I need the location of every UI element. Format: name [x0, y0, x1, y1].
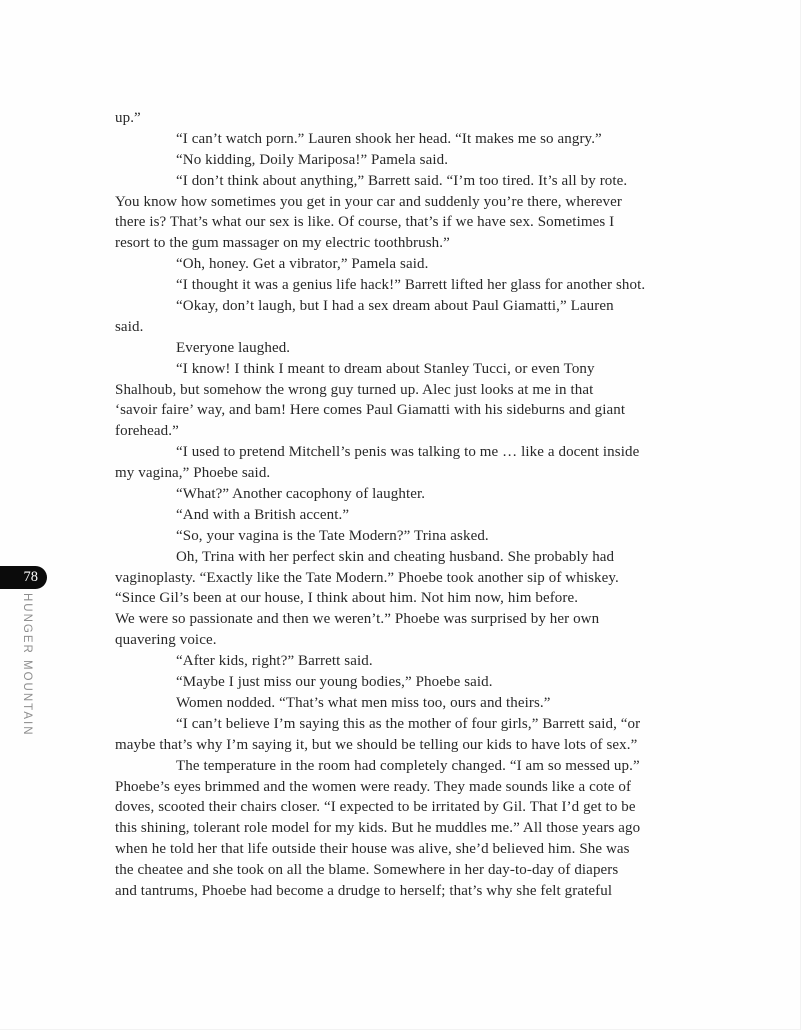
text-line: “I don’t think about anything,” Barrett said. “I’m too tired. It’s all by rote. — [176, 172, 628, 189]
text-line: said. — [115, 318, 144, 335]
text-line: forehead.” — [115, 423, 179, 440]
text-line: doves, scooted their chairs closer. “I expected to be irritated by Gil. That I’d get to be — [115, 799, 636, 816]
text-line: “I used to pretend Mitchell’s penis was talking to me … like a docent inside — [176, 444, 640, 461]
text-line: We were so passionate and then we weren’t.” Phoebe was surprised by her own — [115, 611, 600, 628]
text-line: when he told her that life outside their house was alive, she’d believed him. She was — [115, 841, 630, 858]
text-line: “Since Gil’s been at our house, I think about him. Not him now, him before. — [115, 590, 579, 607]
journal-title-vertical: HUNGER MOUNTAIN — [21, 593, 33, 737]
text-line: quavering voice. — [115, 632, 217, 649]
text-line: The temperature in the room had completely changed. “I am so messed up.” — [176, 757, 640, 774]
page-number-tab — [0, 566, 47, 589]
text-line: “I know! I think I meant to dream about Stanley Tucci, or even Tony — [176, 360, 595, 377]
text-line: “After kids, right?” Barrett said. — [176, 653, 373, 670]
text-line: You know how sometimes you get in your car and suddenly you’re there, wherever — [115, 193, 622, 210]
text-line: “I thought it was a genius life hack!” Barrett lifted her glass for another shot. — [176, 277, 646, 294]
body-text — [115, 108, 717, 902]
text-line: “I can’t believe I’m saying this as the mother of four girls,” Barrett said, “or — [176, 715, 641, 732]
text-line: Phoebe’s eyes brimmed and the women were ready. They made sounds like a cote of — [115, 778, 632, 795]
text-line: my vagina,” Phoebe said. — [115, 465, 271, 482]
text-line: “Okay, don’t laugh, but I had a sex dream about Paul Giamatti,” Lauren — [176, 298, 614, 315]
text-line: “Oh, honey. Get a vibrator,” Pamela said. — [176, 256, 429, 273]
text-line: this shining, tolerant role model for my kids. But he muddles me.” All those years ago — [115, 820, 641, 837]
text-line: “I can’t watch porn.” Lauren shook her head. “It makes me so angry.” — [176, 130, 602, 147]
text-line: resort to the gum massager on my electric toothbrush.” — [115, 235, 450, 252]
text-line: maybe that’s why I’m saying it, but we should be telling our kids to have lots of sex.” — [115, 736, 638, 753]
text-line: “No kidding, Doily Mariposa!” Pamela said. — [176, 151, 449, 168]
text-line: Everyone laughed. — [176, 339, 291, 356]
text-line: Women nodded. “That’s what men miss too, ours and theirs.” — [176, 694, 551, 711]
text-line: there is? That’s what our sex is like. Of course, that’s if we have sex. Sometimes I — [115, 214, 615, 231]
page-number: 78 — [23, 569, 38, 585]
text-line: and tantrums, Phoebe had become a drudge to herself; that’s why she felt grateful — [115, 882, 613, 899]
text-line: up.” — [115, 110, 141, 126]
text-line: “And with a British accent.” — [176, 506, 350, 523]
text-line: Oh, Trina with her perfect skin and cheating husband. She probably had — [176, 548, 615, 565]
text-line: ‘savoir faire’ way, and bam! Here comes Paul Giamatti with his sideburns and giant — [115, 402, 626, 419]
text-line: vaginoplasty. “Exactly like the Tate Modern.” Phoebe took another sip of whiskey. — [115, 569, 619, 586]
text-line: “What?” Another cacophony of laughter. — [176, 486, 426, 503]
text-line: “Maybe I just miss our young bodies,” Phoebe said. — [176, 674, 493, 691]
text-line: “So, your vagina is the Tate Modern?” Trina asked. — [176, 527, 489, 544]
text-line: the cheatee and she took on all the blame. Somewhere in her day-to-day of diapers — [115, 862, 619, 879]
text-line: Shalhoub, but somehow the wrong guy turned up. Alec just looks at me in that — [115, 381, 594, 398]
